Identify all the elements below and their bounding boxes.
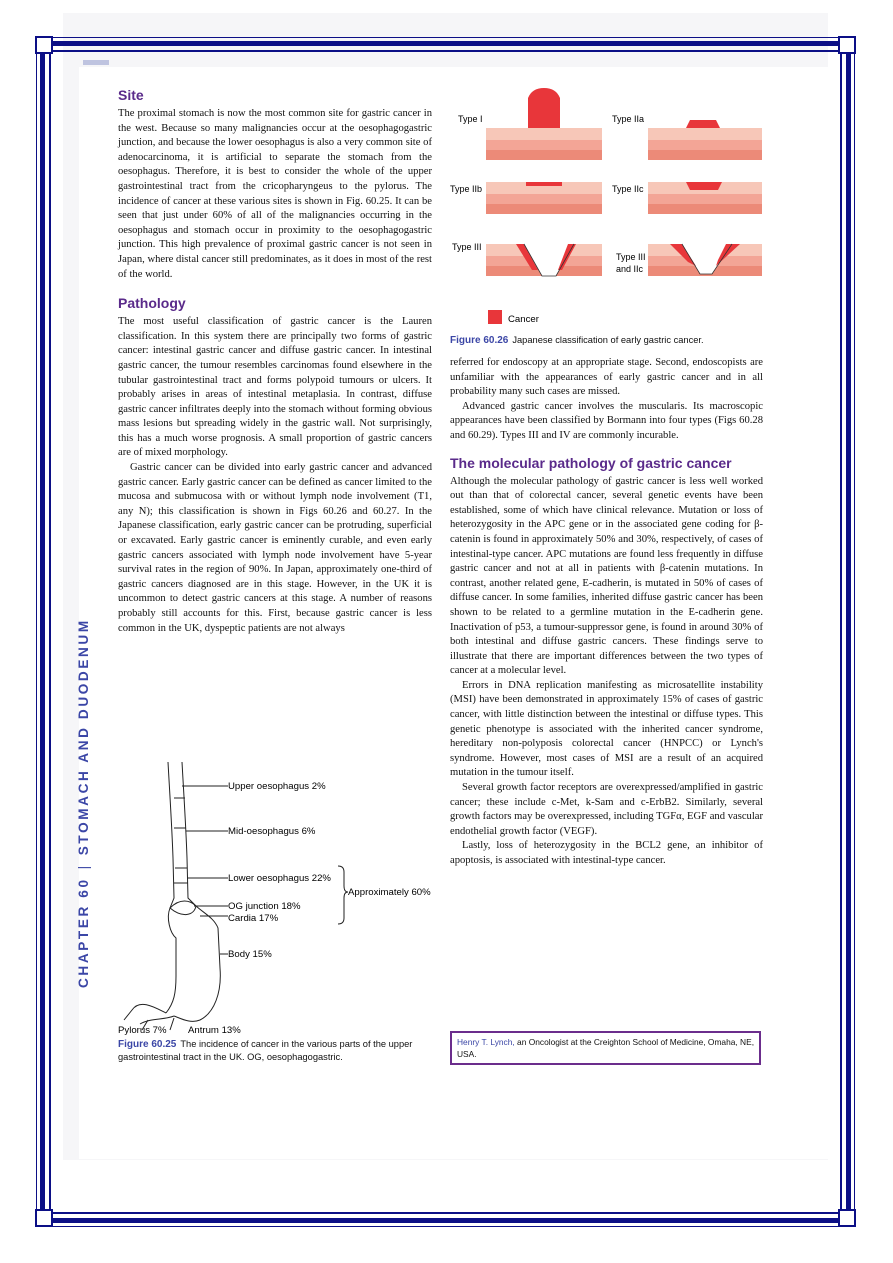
duodenum-outline <box>124 1004 166 1020</box>
biography-name: Henry T. Lynch, <box>457 1037 515 1047</box>
legend-swatch-cancer <box>488 310 502 324</box>
stomach-right-wall <box>174 906 220 1021</box>
type-iib-panel <box>486 182 602 214</box>
figure-60-26-diagram <box>450 86 762 330</box>
molecular-paragraph-1: Although the molecular pathology of gastric cancer is less well worked out than that of colorectal cancer, several genetic events have been established, some of which have clinical relevance. Mutation or loss of heterozygosity in the APC gene or in the associated gene coding for β-catenin is found in approximately 50% and 30%, respectively, of cases of intestinal-type cancer. APC mutations are found less frequently in diffuse gastric cancer and not at all in patients with β-catenin mutations. In contrast, another related gene, E-cadherin, is mutated in 50% of cases of diffuse cancer. In some families, inherited diffuse gastric cancer has been shown to be related to a germline mutation in the E-cadherin gene. Inactivation of p53, a tumour-suppressor gene, is found in around 30% of both intestinal and diffuse gastric cancers. These findings serve to illustrate that there are important differences between the two types of cancer at a molecular level. <box>450 475 763 677</box>
label-type-iii-iic-1: Type III <box>616 252 646 262</box>
biography-box <box>450 1031 761 1065</box>
type-i-panel <box>486 128 602 160</box>
site-paragraph: The proximal stomach is now the most common site for gastric cancer in the west. Because so many malignancies occur at the oesophagogastric junction, and because the lower oesophagus is also a very common site of adenocarcinoma, it is artificial to separate the stomach from the oesophagus. Therefore, it is best to consider the whole of the upper gastrointestinal tract from the cricopharyngeus to the pylorus. The incidence of cancer at these various sites is shown in Fig. 60.25. It can be seen that just under 60% of all of the malignancies occurring in the oesophagus and stomach occur in proximity to the oesophagogastric junction. This high prevalence of proximal gastric cancer is not seen in Japan, where distal cancer still predominates, as it does in most of the rest of the world. <box>118 108 432 280</box>
frame-corner-bottom-right <box>838 1209 856 1227</box>
frame-corner-top-left <box>35 36 53 54</box>
label-type-iib: Type IIb <box>450 184 483 194</box>
label-cardia: Cardia 17% <box>228 913 279 924</box>
legend-label-cancer: Cancer <box>508 314 539 325</box>
label-antrum: Antrum 13% <box>188 1025 241 1036</box>
heading-pathology: Pathology <box>118 295 186 312</box>
frame-corner-top-right <box>838 36 856 54</box>
molecular-paragraph-4: Lastly, loss of heterozygosity in the BCL2 gene, an inhibitor of apoptosis, is associated with intestinal-type cancer. <box>450 840 763 866</box>
biography-text: an Oncologist at the Creighton School of Medicine, Omaha, NE, USA. <box>457 1037 755 1059</box>
pathology-paragraph-1: The most useful classification of gastric cancer is the Lauren classification. In this system there are principally two forms of gastric cancer: intestinal gastric cancer and diffuse gastric cancer. In intestinal gastric cancer, the tumour resembles carcinomas found elsewhere in the tubular gastrointestinal tract and forms polypoid tumours or ulcers. It probably arises in areas of intestinal metaplasia. In contrast, diffuse gastric cancer infiltrates deeply into the stomach without forming obvious mass lesions but spreading widely in the gastric wall. Not surprisingly, this has a much worse prognosis. A small proportion of gastric cancers are of mixed morphology. <box>118 316 432 459</box>
referral-paragraph: referred for endoscopy at an appropriate stage. Second, endoscopists are unfamiliar with the appearances of early gastric cancer and in all probability many such cases are missed. <box>450 357 763 398</box>
chapter-separator: | <box>76 863 91 870</box>
type-iia-cancer <box>686 120 720 128</box>
molecular-paragraph-2: Errors in DNA replication manifesting as microsatellite instability (MSI) have been demonstrated in approximately 15% of cases of gastric cancer, with little distinction between the intestinal or diffuse types. This genetic phenotype is associated with the inherited cancer syndrome, hereditary non-polyposis colorectal cancer (HNPCC) or Lynch's syndrome. However, most cases of MSI are a result of an acquired mutation in the tumour itself. <box>450 679 763 779</box>
label-leader-lines <box>182 786 228 954</box>
label-type-iii-iic-2: and IIc <box>616 264 644 274</box>
chapter-title: STOMACH AND DUODENUM <box>76 618 91 856</box>
chapter-side-label <box>76 618 91 988</box>
frame-corner-bottom-left <box>35 1209 53 1227</box>
chapter-number: CHAPTER 60 <box>76 877 91 988</box>
figure-60-25-number: Figure 60.25 <box>118 1039 177 1050</box>
stomach-left-wall <box>166 908 176 1013</box>
og-junction-ring <box>170 901 196 915</box>
label-upper-oesophagus: Upper oesophagus 2% <box>228 781 326 792</box>
label-type-i: Type I <box>458 114 483 124</box>
molecular-paragraph-3: Several growth factor receptors are overexpressed/amplified in gastric cancer; these include c-Met, k-Sam and c-ErbB2. Similarly, several growth factors may be overexpressed, including TGFα, EGF and vascular endothelial growth factor (VEGF). <box>450 782 763 837</box>
advanced-cancer-paragraph: Advanced gastric cancer involves the muscularis. Its macroscopic appearances have been classified by Bormann into four types (Figs 60.28 and 60.29). Types III and IV are commonly incurable. <box>450 400 763 441</box>
type-iib-cancer <box>526 182 562 186</box>
label-lower-oesophagus: Lower oesophagus 22% <box>228 873 331 884</box>
type-iia-panel <box>648 128 762 160</box>
label-type-iii: Type III <box>452 242 482 252</box>
label-og-junction: OG junction 18% <box>228 901 301 912</box>
label-pylorus: Pylorus 7% <box>118 1025 167 1036</box>
figure-60-25-diagram <box>110 758 440 1038</box>
label-type-iia: Type IIa <box>612 114 645 124</box>
pylorus-outline <box>140 1016 174 1024</box>
figure-60-25-caption-text: The incidence of cancer in the various parts of the upper gastrointestinal tract in the UK. OG, oesophagogastric. <box>118 1039 413 1062</box>
label-mid-oesophagus: Mid-oesophagus 6% <box>228 826 316 837</box>
heading-site: Site <box>118 87 144 103</box>
heading-molecular-pathology: The molecular pathology of gastric cancer <box>450 454 732 471</box>
label-body: Body 15% <box>228 949 272 960</box>
label-approx-60: Approximately 60% <box>348 887 431 898</box>
figure-60-26-number: Figure 60.26 <box>450 335 509 346</box>
figure-60-26-caption <box>450 334 762 347</box>
figure-60-25-caption <box>118 1038 434 1064</box>
oesophagus-right-wall <box>182 762 196 906</box>
right-column-text <box>450 356 763 869</box>
figure-60-26-caption-text: Japanese classification of early gastric cancer. <box>512 335 704 345</box>
oesophagus-left-wall <box>168 762 174 908</box>
approx-bracket <box>338 866 348 924</box>
label-type-iic: Type IIc <box>612 184 644 194</box>
left-column-text <box>118 86 432 636</box>
pathology-paragraph-2: Gastric cancer can be divided into early gastric cancer and advanced gastric cancer. Early gastric cancer can be defined as cancer limited to the mucosa and submucosa with or without lymph node involvement (T1, any N); this classification is shown in Figs 60.26 and 60.27. In the Japanese classification, early gastric cancer can be protruding, superficial or excavated. Early gastric cancer is eminently curable, and even early gastric cancers associated with lymph node involvement have 5-year survival rates in the region of 90%. In Japan, approximately one-third of gastric cancers diagnosed are in this stage. However, in the UK it is uncommon to detect gastric cancers at this stage. A number of reasons probably still accounts for this. First, because gastric cancer is less common in the UK, dyspeptic patients are not always <box>118 462 432 634</box>
type-i-cancer <box>528 88 560 128</box>
